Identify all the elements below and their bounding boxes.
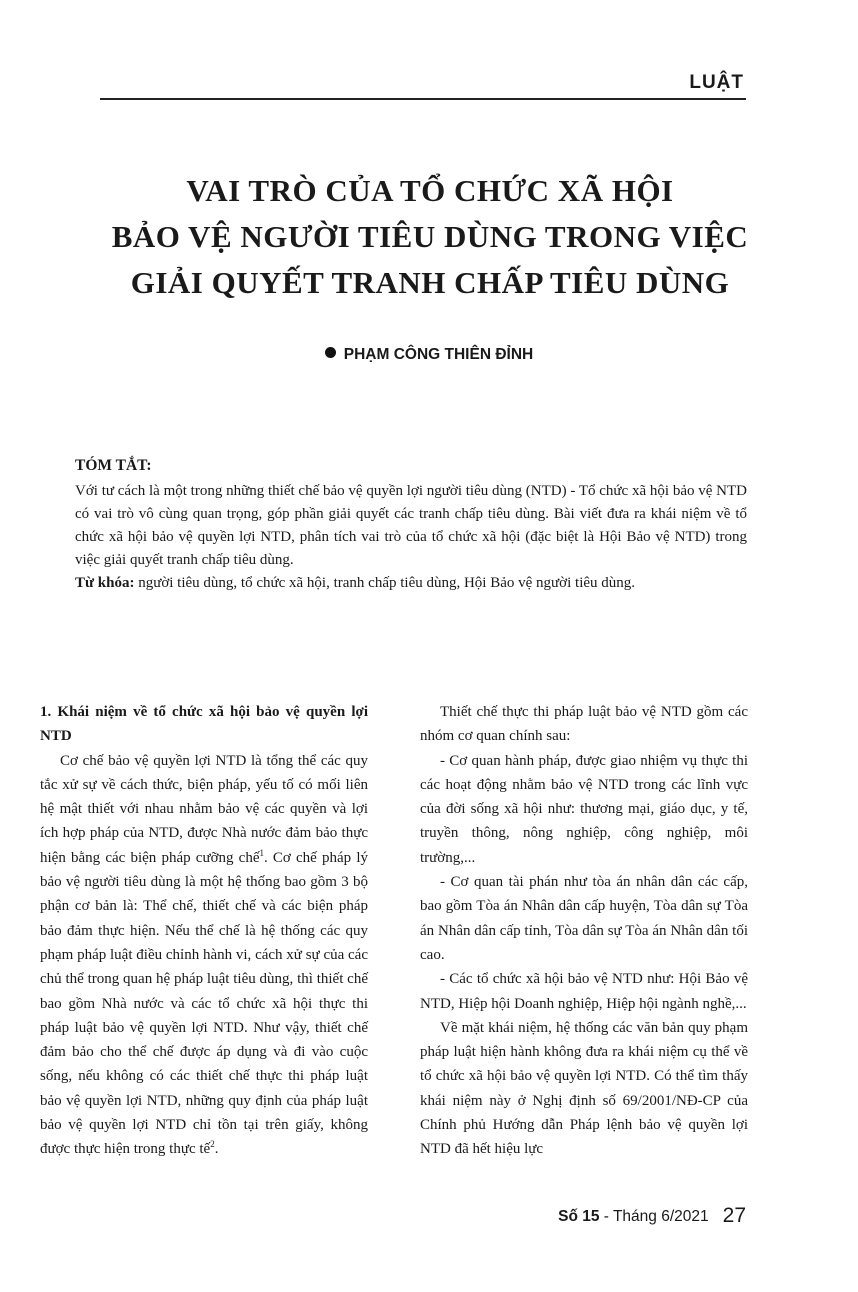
page-number: 27 — [722, 1204, 746, 1227]
bullet-icon — [325, 347, 336, 358]
page-footer — [500, 1204, 746, 1228]
keywords — [75, 572, 747, 595]
right-paragraph-1: Thiết chế thực thi pháp luật bảo vệ NTD gồm các nhóm cơ quan chính sau: — [420, 704, 748, 745]
left-paragraph-1-c: . — [214, 1141, 219, 1158]
title-line-1: VAI TRÒ CỦA TỔ CHỨC XÃ HỘI — [186, 173, 674, 208]
left-paragraph-1-a: Cơ chế bảo vệ quyền lợi NTD là tổng thể các quy tắc xử sự về cách thức, biện pháp, yếu tố có mối liên hệ mật thiết với nhau nhằm bảo vệ các quyền và lợi ích hợp pháp của NTD, được Nhà nước đảm bảo thực hiện bằng các biện pháp cưỡng chế — [40, 752, 368, 866]
left-paragraph-1-b: . Cơ chế pháp lý bảo vệ người tiêu dùng là một hệ thống bao gồm 3 bộ phận cơ bản là: Thể chế, thiết chế và các biện pháp bảo đảm thực hiện. Nếu thể chế là hệ thống các quy phạm pháp luật điều chỉnh hành vi, cách xử sự của các chủ thể trong quan hệ pháp luật tiêu dùng, thì thiết chế bao gồm Nhà nước và các tổ chức xã hội thực thi pháp luật bảo vệ quyền lợi NTD. Như vậy, thiết chế đảm bảo cho thể chế được áp dụng và đi vào cuộc sống, nếu không có các thiết chế thực thi pháp luật bảo vệ quyền lợi NTD, những quy định của pháp luật bảo vệ quyền lợi NTD chỉ tồn tại trên giấy, không được thực hiện trong thực tế — [40, 849, 369, 1158]
left-paragraph-1 — [40, 749, 368, 1162]
abstract-heading: TÓM TẮT: — [75, 457, 152, 474]
title-line-2: BẢO VỆ NGƯỜI TIÊU DÙNG TRONG VIỆC — [111, 219, 749, 254]
keywords-label: Từ khóa: — [75, 575, 135, 591]
author-name: PHẠM CÔNG THIÊN ĐỈNH — [343, 346, 534, 363]
section-label: LUẬT — [689, 72, 744, 93]
right-paragraph-2: - Cơ quan hành pháp, được giao nhiệm vụ thực thi các hoạt động nhằm bảo vệ NTD trong các lĩnh vực của đời sống xã hội như: thương mại, giáo dục, y tế, truyền thông, nông nghiệp, công nghiệp, môi trường,... — [420, 752, 748, 866]
right-paragraph-3: - Cơ quan tài phán như tòa án nhân dân các cấp, bao gồm Tòa án Nhân dân cấp huyện, Tòa dân sự Tòa án Nhân dân cấp tỉnh, Tòa dân sự Tòa án Nhân dân tối cao. — [420, 874, 748, 963]
issue-date: - Tháng 6/2021 — [599, 1208, 709, 1225]
abstract — [75, 454, 747, 595]
title-line-3: GIẢI QUYẾT TRANH CHẤP TIÊU DÙNG — [130, 265, 730, 300]
right-paragraph-5: Về mặt khái niệm, hệ thống các văn bản quy phạm pháp luật hiện hành không đưa ra khái niệm cụ thể về tổ chức xã hội bảo vệ quyền lợi NTD. Có thể tìm thấy khái niệm này ở Nghị định số 69/2001/NĐ-CP của Chính phủ Hướng dẫn Pháp lệnh bảo vệ quyền lợi NTD đã hết hiệu lực — [420, 1019, 748, 1158]
left-column — [40, 700, 368, 1162]
right-paragraph-4: - Các tổ chức xã hội bảo vệ NTD như: Hội Bảo vệ NTD, Hiệp hội Doanh nghiệp, Hiệp hội ngành nghề,... — [420, 971, 748, 1012]
footnote-ref-2: 2 — [210, 1139, 215, 1150]
footnote-ref-1: 1 — [259, 847, 264, 858]
abstract-body: Với tư cách là một trong những thiết chế bảo vệ quyền lợi người tiêu dùng (NTD) - Tổ chức xã hội bảo vệ NTD có vai trò vô cùng quan trọng, góp phần giải quyết các tranh chấp tiêu dùng. Bài viết đưa ra khái niệm về tổ chức xã hội bảo vệ quyền lợi NTD, phân tích vai trò của tổ chức xã hội (đặc biệt là Hội Bảo vệ NTD) trong việc giải quyết tranh chấp tiêu dùng. — [75, 483, 747, 568]
section-title: 1. Khái niệm về tổ chức xã hội bảo vệ quyền lợi NTD — [40, 704, 368, 745]
header-rule — [100, 98, 746, 100]
article-title — [40, 168, 820, 306]
author-line — [0, 346, 858, 364]
issue-number: Số 15 — [558, 1208, 600, 1225]
keywords-text: người tiêu dùng, tổ chức xã hội, tranh chấp tiêu dùng, Hội Bảo vệ người tiêu dùng. — [134, 575, 636, 591]
right-column — [420, 700, 748, 1162]
